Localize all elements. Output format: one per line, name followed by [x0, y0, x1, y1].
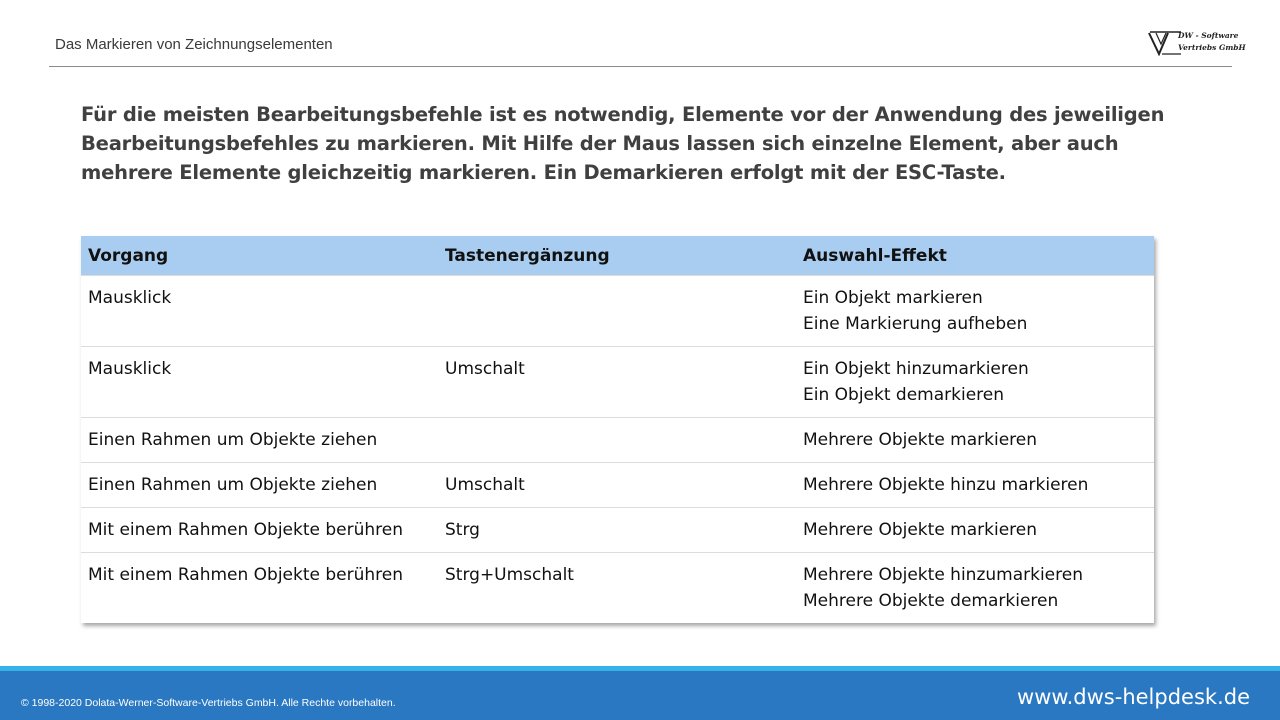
cell-tastenergaenzung: Strg — [438, 508, 796, 553]
cell-auswahl-effekt — [796, 463, 1154, 508]
table-header-row — [81, 236, 1154, 276]
dw-logo-icon — [1148, 30, 1182, 56]
cell-auswahl-effekt — [796, 347, 1154, 418]
effekt-line: Mehrere Objekte hinzu markieren — [803, 475, 1089, 495]
cell-tastenergaenzung — [438, 276, 796, 347]
header-divider — [49, 66, 1232, 67]
column-header-tastenergaenzung: Tastenergänzung — [438, 236, 796, 276]
cell-tastenergaenzung — [438, 418, 796, 463]
table-row — [81, 508, 1154, 553]
effekt-line: Mehrere Objekte hinzumarkieren — [803, 565, 1083, 585]
cell-tastenergaenzung: Strg+Umschalt — [438, 553, 796, 624]
table-row — [81, 463, 1154, 508]
cell-tastenergaenzung: Umschalt — [438, 463, 796, 508]
effekt-line: Ein Objekt hinzumarkieren — [803, 359, 1029, 379]
column-header-auswahl-effekt: Auswahl-Effekt — [796, 236, 1154, 276]
slide-title: Das Markieren von Zeichnungselementen — [55, 36, 333, 53]
table-row — [81, 553, 1154, 624]
cell-vorgang: Mit einem Rahmen Objekte berühren — [81, 508, 438, 553]
company-logo — [1148, 30, 1246, 56]
cell-auswahl-effekt — [796, 553, 1154, 624]
cell-auswahl-effekt — [796, 418, 1154, 463]
website-link[interactable]: www.dws-helpdesk.de — [1017, 685, 1250, 709]
selection-table — [81, 236, 1154, 623]
logo-line-2: Vertriebs GmbH — [1178, 43, 1246, 52]
cell-auswahl-effekt — [796, 508, 1154, 553]
copyright-text: © 1998-2020 Dolata-Werner-Software-Vertriebs GmbH. Alle Rechte vorbehalten. — [21, 697, 396, 709]
column-header-vorgang: Vorgang — [81, 236, 438, 276]
cell-vorgang: Einen Rahmen um Objekte ziehen — [81, 463, 438, 508]
intro-paragraph: Für die meisten Bearbeitungsbefehle ist es notwendig, Elemente vor der Anwendung des jeweiligen Bearbeitungsbefehles zu markieren. Mit Hilfe der Maus lassen sich einzelne Element, aber auch mehrere Elemente gleichzeitig markieren. Ein Demarkieren erfolgt mit der ESC-Taste. — [81, 103, 1165, 184]
effekt-line: Ein Objekt demarkieren — [803, 385, 1005, 405]
effekt-line: Mehrere Objekte demarkieren — [803, 591, 1059, 611]
effekt-line: Ein Objekt markieren — [803, 288, 983, 308]
table-row — [81, 418, 1154, 463]
effekt-line: Mehrere Objekte markieren — [803, 430, 1038, 450]
table-row — [81, 276, 1154, 347]
cell-vorgang: Einen Rahmen um Objekte ziehen — [81, 418, 438, 463]
effekt-line: Eine Markierung aufheben — [803, 314, 1028, 334]
footer-bar — [0, 666, 1280, 720]
cell-auswahl-effekt — [796, 276, 1154, 347]
cell-tastenergaenzung: Umschalt — [438, 347, 796, 418]
cell-vorgang: Mit einem Rahmen Objekte berühren — [81, 553, 438, 624]
cell-vorgang: Mausklick — [81, 347, 438, 418]
cell-vorgang: Mausklick — [81, 276, 438, 347]
effekt-line: Mehrere Objekte markieren — [803, 520, 1038, 540]
table-row — [81, 347, 1154, 418]
logo-line-1: DW - Software — [1178, 31, 1239, 40]
